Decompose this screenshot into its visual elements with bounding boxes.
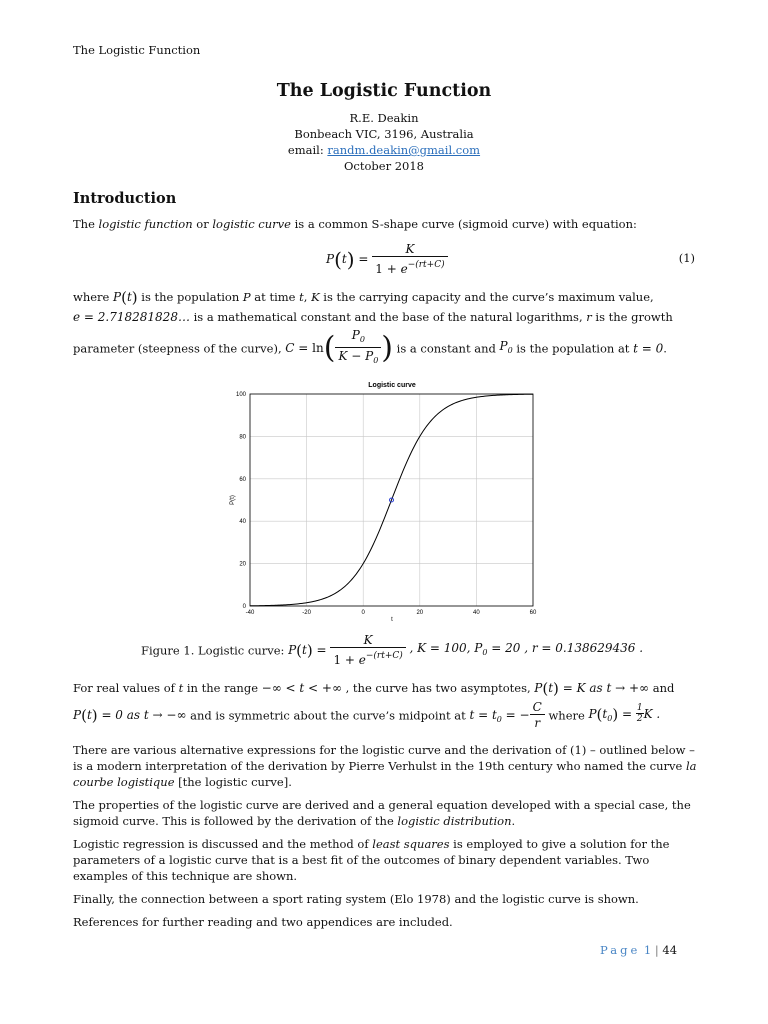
- author-name: R.E. Deakin: [349, 111, 419, 125]
- page-separator: |: [654, 943, 659, 957]
- chart-title: Logistic curve: [368, 382, 416, 389]
- paper-title: The Logistic Function: [276, 81, 492, 101]
- definition-line-3: parameter (steepness of the curve), C = ln( $\frac{P_0}{K - P_0}$ ) is a constant and $P_0$ is the population at t = 0.: [73, 328, 667, 366]
- email-link[interactable]: randm.deakin@gmail.com: [327, 143, 481, 157]
- x-axis-label: t: [391, 617, 393, 623]
- author-address: Bonbeach VIC, 3196, Australia: [294, 127, 474, 141]
- x-tick-label: 20: [416, 610, 424, 616]
- x-tick-label: -20: [302, 610, 311, 616]
- page-total: 44: [662, 943, 678, 957]
- definition-line-1: where P(t) is the population P at time t, K is the carrying capacity and the curve’s maximum value,: [73, 288, 654, 307]
- y-tick-label: 40: [239, 519, 246, 526]
- page-footer: [600, 943, 677, 957]
- x-tick-label: -40: [245, 610, 255, 616]
- equation-1: P(t) = $\frac{K}{1 + e^{-(rt+C)}}$: [326, 242, 448, 277]
- paragraph-regression: Logistic regression is discussed and the method of least squares is employed to give a solution for the parameters of a logistic curve that is a best fit of the outcomes of binary dependent variables. Two examples of this technique are shown.: [73, 837, 670, 883]
- section-heading-introduction: Introduction: [73, 190, 177, 207]
- asymptote-line-2: P(t) = 0 as t → −∞ and is symmetric about the curve’s midpoint at $t = t_0$ = − $\frac{C}{r}$ where $P(t_0)$ = $\frac{1}{2}$ K .: [73, 700, 661, 730]
- paragraph-references: References for further reading and two appendices are included.: [73, 915, 453, 929]
- intro-paragraph: The logistic function or logistic curve is a common S-shape curve (sigmoid curve) with equation:: [73, 217, 637, 231]
- equation-1-number: (1): [678, 251, 695, 265]
- author-email-line: [0, 143, 768, 157]
- x-tick-label: 0: [361, 610, 365, 616]
- asymptote-line-1: For real values of t in the range −∞ < t < +∞ , the curve has two asymptotes, P(t) = K as t → +∞ and: [73, 679, 675, 698]
- y-axis-label: P(t): [230, 495, 236, 505]
- running-header: The Logistic Function: [73, 43, 201, 57]
- paragraph-elo: Finally, the connection between a sport rating system (Elo 1978) and the logistic curve is shown.: [73, 892, 639, 906]
- y-tick-label: 60: [239, 476, 246, 483]
- page-word: Page: [600, 943, 641, 957]
- x-tick-label: 40: [473, 610, 480, 616]
- logistic-curve-chart: [228, 376, 544, 624]
- email-label: email:: [287, 143, 324, 157]
- paper-date: October 2018: [343, 159, 424, 173]
- y-tick-label: 80: [239, 434, 246, 441]
- paragraph-derivation: There are various alternative expressions for the logistic curve and the derivation of (1) – outlined below – is a modern interpretation of the derivation by Pierre Verhulst in the 19th century who named the curve la courbe logistique [the logistic curve].: [73, 743, 697, 789]
- page-number: 1: [643, 943, 652, 957]
- definition-line-2: e = 2.718281828… is a mathematical constant and the base of the natural logarithms, r is the growth: [73, 310, 673, 324]
- figure-caption: Figure 1. Logistic curve: P(t) = $\frac{K}{1 + e^{-(rt+C)}}$ , K = 100, $P_0 = 20$ , r = 0.138629436 .: [141, 633, 644, 667]
- x-tick-label: 60: [529, 610, 537, 616]
- y-tick-label: 20: [239, 561, 246, 568]
- y-tick-label: 0: [242, 604, 246, 610]
- paragraph-properties: The properties of the logistic curve are derived and a general equation developed with a special case, the sigmoid curve. This is followed by the derivation of the logistic distribution.: [73, 798, 691, 828]
- y-tick-label: 100: [235, 392, 246, 398]
